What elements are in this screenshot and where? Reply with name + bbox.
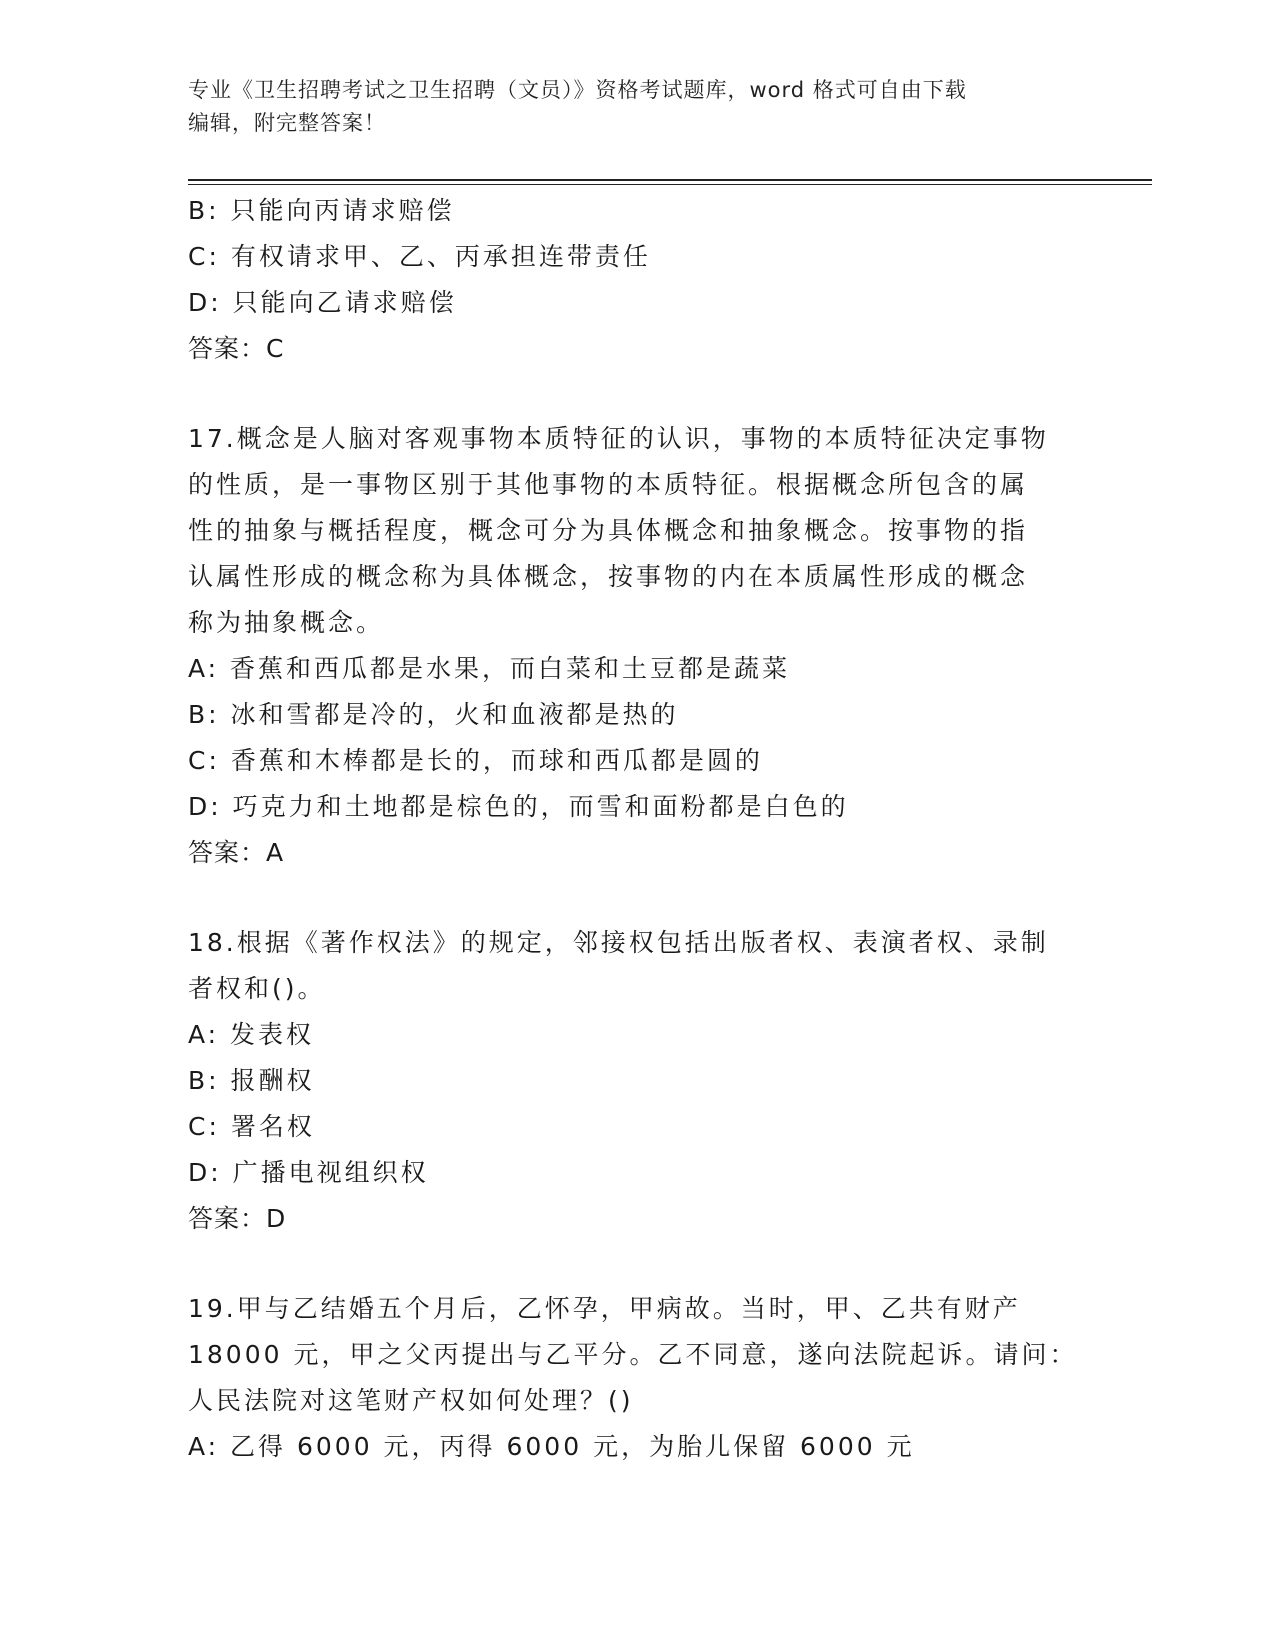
question-stem-line: 性的抽象与概括程度，概念可分为具体概念和抽象概念。按事物的指	[188, 516, 1029, 545]
header-divider-thick	[188, 179, 1152, 181]
spacer	[188, 1242, 1088, 1286]
question-18	[188, 920, 1088, 1242]
answer: 答案：D	[188, 1204, 287, 1233]
question-stem-line: 19.甲与乙结婚五个月后，乙怀孕，甲病故。当时，甲、乙共有财产	[188, 1294, 1021, 1323]
question-stem-line: 18.根据《著作权法》的规定，邻接权包括出版者权、表演者权、录制	[188, 928, 1049, 957]
question-stem-line: 者权和()。	[188, 974, 326, 1003]
option-d: D: 广播电视组织权	[188, 1158, 429, 1187]
answer: 答案：A	[188, 838, 285, 867]
option-a: A: 香蕉和西瓜都是水果，而白菜和土豆都是蔬菜	[188, 654, 791, 683]
option-a: A: 发表权	[188, 1020, 315, 1049]
question-stem-line: 18000 元，甲之父丙提出与乙平分。乙不同意，遂向法院起诉。请问：	[188, 1340, 1078, 1369]
option-a: A: 乙得 6000 元，丙得 6000 元，为胎儿保留 6000 元	[188, 1432, 915, 1461]
header-line-2: 编辑，附完整答案！	[188, 111, 386, 135]
option-d: D: 只能向乙请求赔偿	[188, 288, 457, 317]
question-19	[188, 1286, 1088, 1470]
question-stem-line: 认属性形成的概念称为具体概念，按事物的内在本质属性形成的概念	[188, 562, 1029, 591]
header-line-1: 专业《卫生招聘考试之卫生招聘（文员）》资格考试题库，word 格式可自由下载	[188, 78, 967, 102]
option-c: C: 有权请求甲、乙、丙承担连带责任	[188, 242, 651, 271]
header-divider-thin	[188, 184, 1152, 185]
option-c: C: 署名权	[188, 1112, 315, 1141]
question-stem-line: 17.概念是人脑对客观事物本质特征的认识，事物的本质特征决定事物	[188, 424, 1049, 453]
spacer	[188, 876, 1088, 920]
question-stem-line: 称为抽象概念。	[188, 608, 385, 637]
option-b: B: 报酬权	[188, 1066, 315, 1095]
question-17	[188, 416, 1088, 876]
document-body	[188, 188, 1088, 1470]
option-c: C: 香蕉和木棒都是长的，而球和西瓜都是圆的	[188, 746, 763, 775]
spacer	[188, 372, 1088, 416]
question-stem-line: 人民法院对这笔财产权如何处理？()	[188, 1386, 634, 1415]
question-16-tail	[188, 188, 1088, 372]
answer: 答案：C	[188, 334, 285, 363]
option-b: B: 只能向丙请求赔偿	[188, 196, 455, 225]
question-stem-line: 的性质，是一事物区别于其他事物的本质特征。根据概念所包含的属	[188, 470, 1029, 499]
option-d: D: 巧克力和土地都是棕色的，而雪和面粉都是白色的	[188, 792, 849, 821]
document-header	[188, 74, 1088, 140]
option-b: B: 冰和雪都是冷的，火和血液都是热的	[188, 700, 679, 729]
